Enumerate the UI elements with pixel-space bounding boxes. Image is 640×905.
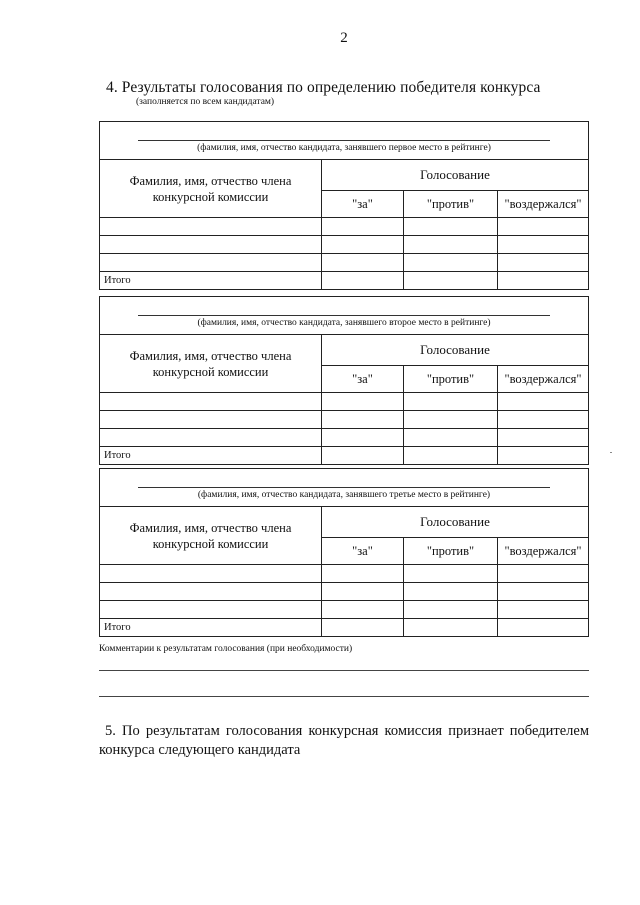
table-row — [100, 411, 588, 429]
for-column-header: "за" — [322, 366, 404, 392]
against-column-header: "против" — [404, 191, 498, 217]
table-body — [100, 393, 588, 464]
member-cell[interactable] — [100, 411, 322, 428]
candidate-name-line[interactable] — [138, 140, 550, 141]
member-header-line1: Фамилия, имя, отчество члена — [129, 174, 292, 188]
table-header — [100, 160, 588, 218]
for-cell[interactable] — [322, 218, 404, 235]
voting-columns — [322, 538, 588, 564]
table-row — [100, 429, 588, 447]
candidate-name-line[interactable] — [138, 487, 550, 488]
table-row — [100, 236, 588, 254]
voting-columns — [322, 366, 588, 392]
against-cell[interactable] — [404, 254, 498, 271]
scan-artifact — [610, 452, 612, 453]
abstain-column-header: "воздержался" — [504, 372, 582, 386]
total-for-cell[interactable] — [322, 447, 404, 464]
against-cell[interactable] — [404, 583, 498, 600]
table-header — [100, 335, 588, 393]
for-cell[interactable] — [322, 429, 404, 446]
candidate-row — [100, 297, 588, 335]
comments-label: Комментарии к результатам голосования (при необходимости) — [99, 644, 353, 654]
against-column-header: "против" — [404, 366, 498, 392]
voting-header — [322, 335, 588, 392]
voting-title: Голосование — [322, 335, 588, 366]
voting-columns — [322, 191, 588, 217]
abstain-cell[interactable] — [498, 254, 588, 271]
member-column-header — [100, 335, 322, 392]
abstain-cell[interactable] — [498, 411, 588, 428]
table-body — [100, 565, 588, 636]
page-number: 2 — [340, 30, 348, 46]
comment-line[interactable] — [99, 670, 589, 671]
abstain-cell[interactable] — [498, 218, 588, 235]
total-label: Итого — [100, 272, 322, 289]
candidate-caption: (фамилия, имя, отчество кандидата, занявшего третье место в рейтинге) — [197, 490, 491, 500]
total-against-cell[interactable] — [404, 447, 498, 464]
against-column-header: "против" — [404, 538, 498, 564]
abstain-column-header: "воздержался" — [504, 544, 582, 558]
total-row — [100, 447, 588, 464]
for-cell[interactable] — [322, 254, 404, 271]
voting-header — [322, 507, 588, 564]
for-cell[interactable] — [322, 411, 404, 428]
total-row — [100, 619, 588, 636]
table-row — [100, 254, 588, 272]
abstain-cell[interactable] — [498, 583, 588, 600]
abstain-column-header: "воздержался" — [504, 197, 582, 211]
against-cell[interactable] — [404, 601, 498, 618]
candidate-row — [100, 122, 588, 160]
total-abstain-cell[interactable] — [498, 619, 588, 636]
abstain-cell[interactable] — [498, 565, 588, 582]
member-header-line1: Фамилия, имя, отчество члена — [129, 521, 292, 535]
for-column-header: "за" — [322, 191, 404, 217]
member-cell[interactable] — [100, 236, 322, 253]
voting-table-second-place — [99, 296, 589, 465]
section5-paragraph: 5. По результатам голосования конкурсная комиссия признает победителем конкурса следующего кандидата — [99, 723, 589, 758]
member-cell[interactable] — [100, 601, 322, 618]
table-header — [100, 507, 588, 565]
candidate-row — [100, 469, 588, 507]
for-cell[interactable] — [322, 393, 404, 410]
member-cell[interactable] — [100, 565, 322, 582]
abstain-cell[interactable] — [498, 429, 588, 446]
member-header-line2: конкурсной комиссии — [152, 537, 269, 551]
against-cell[interactable] — [404, 218, 498, 235]
for-cell[interactable] — [322, 236, 404, 253]
total-row — [100, 272, 588, 289]
member-header-line1: Фамилия, имя, отчество члена — [129, 349, 292, 363]
voting-table-first-place — [99, 121, 589, 290]
against-cell[interactable] — [404, 411, 498, 428]
member-cell[interactable] — [100, 429, 322, 446]
table-body — [100, 218, 588, 289]
abstain-cell[interactable] — [498, 236, 588, 253]
total-abstain-cell[interactable] — [498, 447, 588, 464]
total-label: Итого — [100, 619, 322, 636]
section-note: (заполняется по всем кандидатам) — [136, 97, 275, 107]
member-header-line2: конкурсной комиссии — [152, 365, 269, 379]
member-cell[interactable] — [100, 393, 322, 410]
against-cell[interactable] — [404, 236, 498, 253]
candidate-caption: (фамилия, имя, отчество кандидата, занявшего второе место в рейтинге) — [197, 318, 491, 328]
abstain-cell[interactable] — [498, 601, 588, 618]
table-row — [100, 565, 588, 583]
total-label: Итого — [100, 447, 322, 464]
for-column-header: "за" — [322, 538, 404, 564]
for-cell[interactable] — [322, 601, 404, 618]
table-row — [100, 583, 588, 601]
member-column-header — [100, 160, 322, 217]
abstain-cell[interactable] — [498, 393, 588, 410]
against-cell[interactable] — [404, 429, 498, 446]
total-abstain-cell[interactable] — [498, 272, 588, 289]
against-cell[interactable] — [404, 393, 498, 410]
voting-title: Голосование — [322, 160, 588, 191]
section-title: 4. Результаты голосования по определению победителя конкурса — [106, 79, 541, 96]
member-cell[interactable] — [100, 218, 322, 235]
total-for-cell[interactable] — [322, 272, 404, 289]
candidate-caption: (фамилия, имя, отчество кандидата, занявшего первое место в рейтинге) — [197, 143, 491, 153]
for-cell[interactable] — [322, 565, 404, 582]
member-column-header — [100, 507, 322, 564]
total-against-cell[interactable] — [404, 272, 498, 289]
against-cell[interactable] — [404, 565, 498, 582]
table-row — [100, 601, 588, 619]
voting-header — [322, 160, 588, 217]
member-cell[interactable] — [100, 254, 322, 271]
voting-table-third-place — [99, 468, 589, 637]
member-header-line2: конкурсной комиссии — [152, 190, 269, 204]
candidate-name-line[interactable] — [138, 315, 550, 316]
voting-title: Голосование — [322, 507, 588, 538]
table-row — [100, 218, 588, 236]
member-cell[interactable] — [100, 583, 322, 600]
total-against-cell[interactable] — [404, 619, 498, 636]
table-row — [100, 393, 588, 411]
comment-line[interactable] — [99, 696, 589, 697]
total-for-cell[interactable] — [322, 619, 404, 636]
for-cell[interactable] — [322, 583, 404, 600]
